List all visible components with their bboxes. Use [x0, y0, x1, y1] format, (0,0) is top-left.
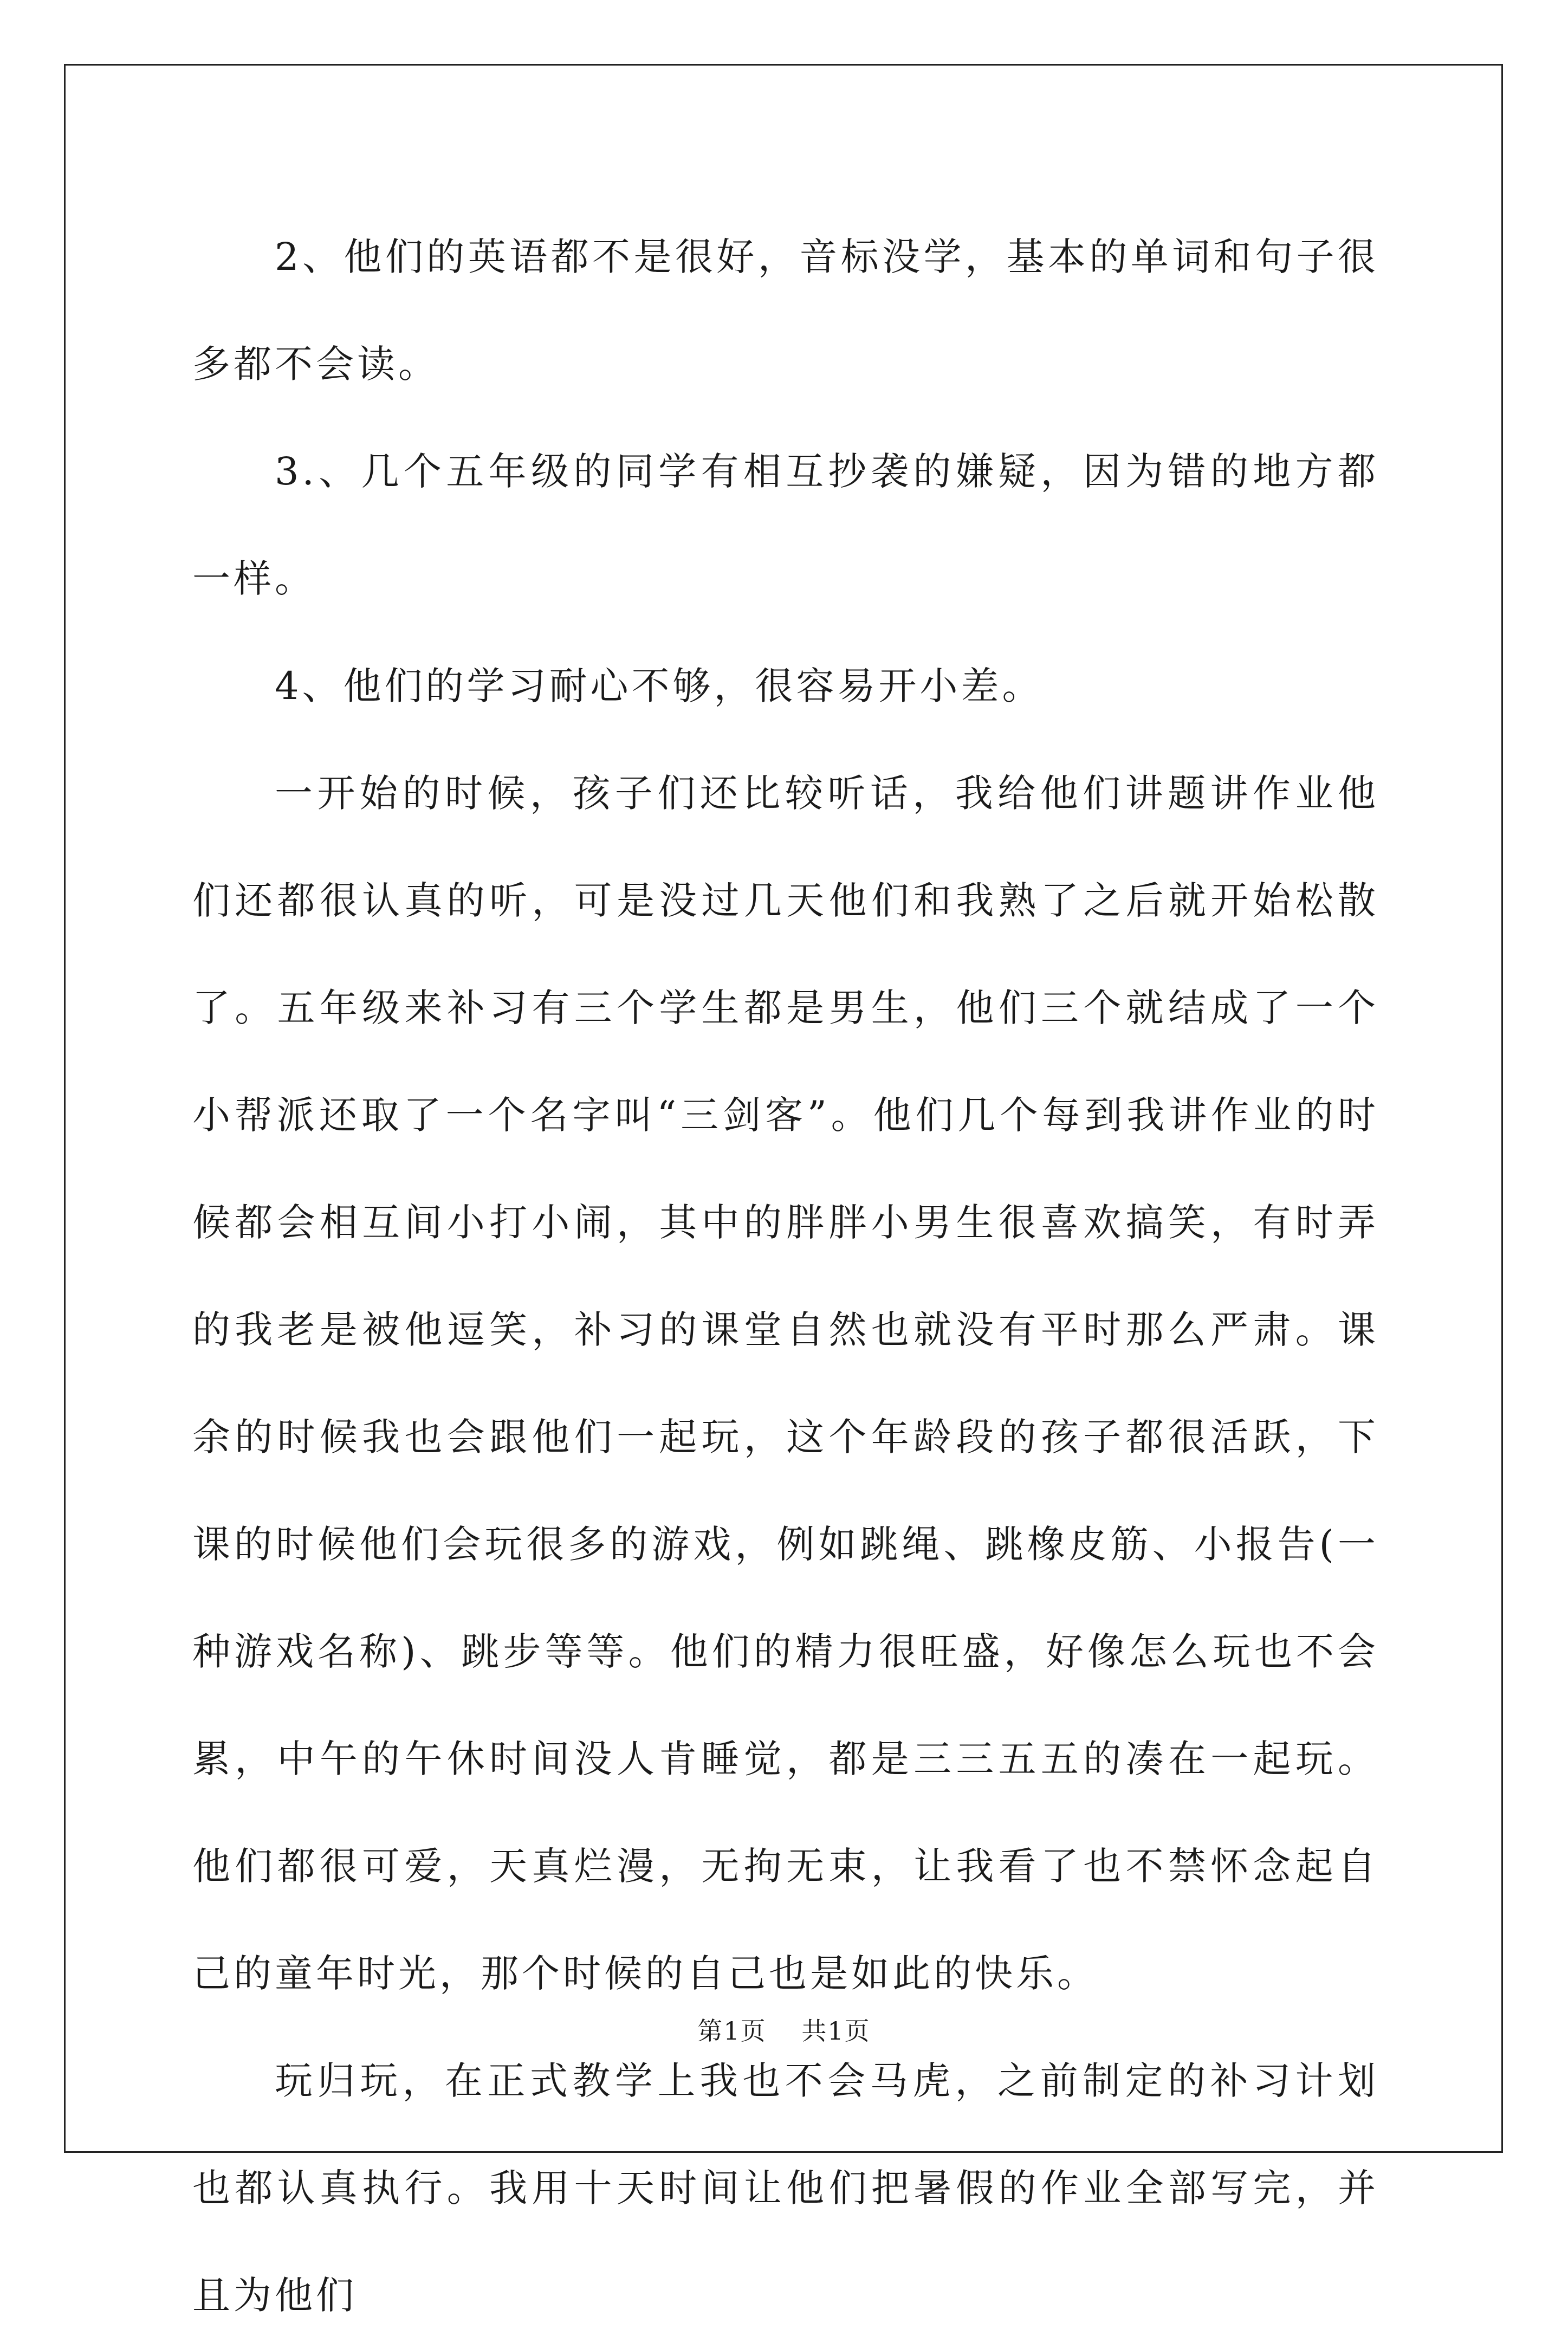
page-footer	[0, 2015, 1568, 2047]
paragraph-patience-issue: 4、他们的学习耐心不够，很容易开小差。	[275, 664, 1044, 708]
paragraph-classroom-story: 一开始的时候，孩子们还比较听话，我给他们讲题讲作业他们还都很认真的听，可是没过几天他们和我熟了之后就开始松散了。五年级来补习有三个学生都是男生，他们三个就结成了一个小帮派还取了一个名字叫“三剑客”。他们几个每到我讲作业的时候都会相互间小打小闹，其中的胖胖小男生很喜欢搞笑，有时弄的我老是被他逗笑，补习的课堂自然也就没有平时那么严肃。课余的时候我也会跟他们一起玩，这个年龄段的孩子都很活跃，下课的时候他们会玩很多的游戏，例如跳绳、跳橡皮筋、小报告(一种游戏名称)、跳步等等。他们的精力很旺盛，好像怎么玩也不会累，中午的午休时间没人肯睡觉，都是三三五五的凑在一起玩。他们都很可爱，天真烂漫，无拘无束，让我看了也不禁怀念起自己的童年时光，那个时候的自己也是如此的快乐。	[192, 771, 1379, 1996]
page-total: 共1页	[801, 2016, 871, 2046]
page-number: 第1页	[697, 2016, 767, 2046]
paragraph-english-issue: 2、他们的英语都不是很好，音标没学，基本的单词和句子很多都不会读。	[192, 235, 1379, 386]
paragraph-teaching-plan: 玩归玩，在正式教学上我也不会马虎，之前制定的补习计划也都认真执行。我用十天时间让他们把暑假的作业全部写完，并且为他们	[192, 2059, 1379, 2318]
paragraph-copying-issue: 3.、几个五年级的同学有相互抄袭的嫌疑，因为错的地方都一样。	[192, 449, 1379, 601]
